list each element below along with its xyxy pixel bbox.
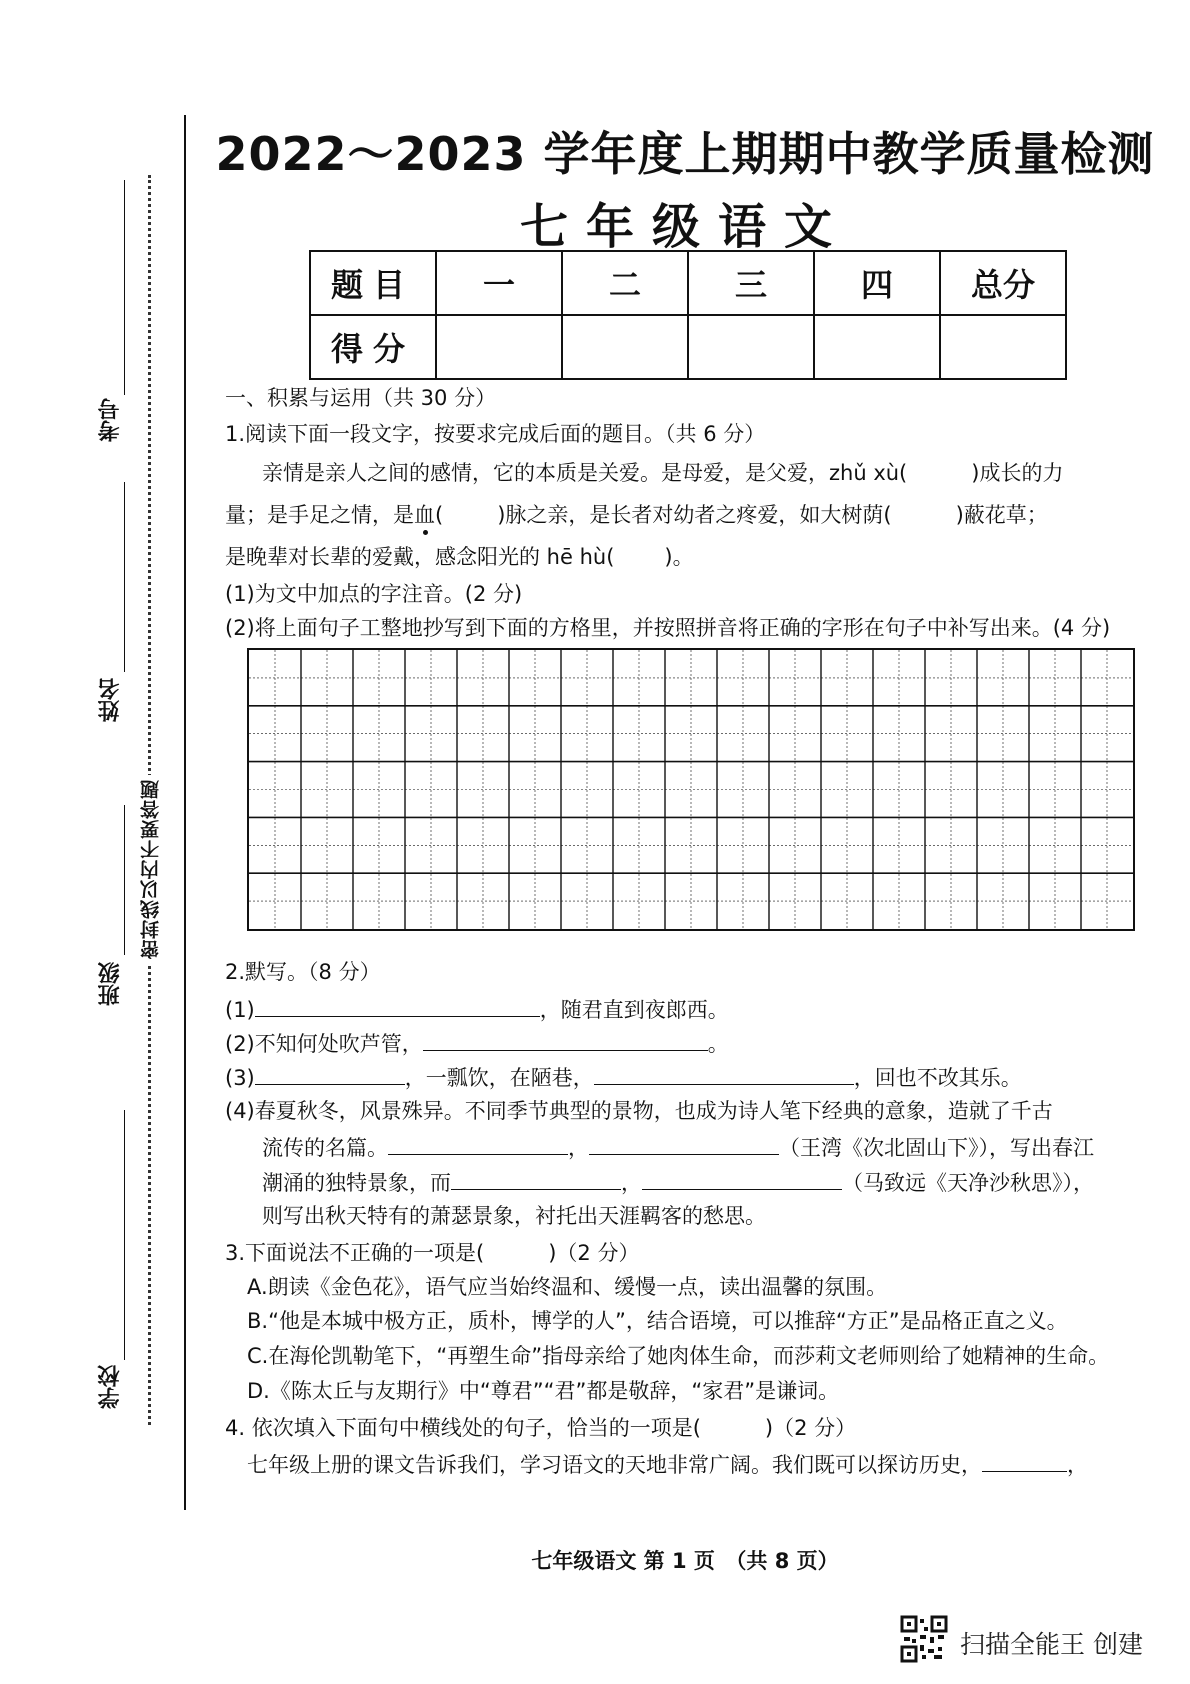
score-header-cell: 二: [562, 251, 688, 315]
page-title: 2022～2023 学年度上期期中教学质量检测: [215, 127, 1155, 181]
passage-line-2: 量；是手足之情，是血( )脉之亲，是长者对幼者之疼爱，如大树荫( )蔽花草；: [225, 500, 1048, 529]
exam-no-blank[interactable]: [124, 180, 125, 395]
pinyin-answer-blank[interactable]: [907, 458, 971, 480]
question-3-stem: 3.下面说法不正确的一项是( )（2 分）: [225, 1238, 639, 1267]
score-input-cell[interactable]: [436, 315, 562, 379]
dictation-blank[interactable]: [594, 1062, 854, 1085]
dictation-blank[interactable]: [255, 1062, 405, 1085]
score-header-cell: 总分: [940, 251, 1066, 315]
question-4-stem: 4. 依次填入下面句中横线处的句子，恰当的一项是( )（2 分）: [225, 1413, 856, 1442]
name-label: 姓名: [98, 678, 123, 722]
dictation-blank[interactable]: [642, 1167, 842, 1190]
score-input-cell[interactable]: [814, 315, 940, 379]
option-a: A.朗读《金色花》，语气应当始终温和、缓慢一点，读出温馨的氛围。: [247, 1275, 888, 1299]
score-header-cell: 四: [814, 251, 940, 315]
name-blank[interactable]: [124, 482, 125, 672]
fill-blank[interactable]: [982, 1449, 1067, 1472]
school-label: 学校: [98, 1365, 123, 1409]
school-blank[interactable]: [124, 1110, 125, 1360]
question-4-text: 七年级上册的课文告诉我们，学习语文的天地非常广阔。我们既可以探访历史， ，: [247, 1449, 1088, 1479]
score-header-cell: 一: [436, 251, 562, 315]
question-2-stem: 2.默写。（8 分）: [225, 960, 381, 984]
score-input-cell[interactable]: [940, 315, 1066, 379]
dictation-blank[interactable]: [451, 1167, 621, 1190]
dictation-blank[interactable]: [255, 994, 540, 1017]
option-c: C.在海伦凯勒笔下，“再塑生命”指母亲给了她肉体生命，而莎莉文老师则给了她精神的生命。: [247, 1344, 1110, 1368]
choice-answer-blank[interactable]: [484, 1238, 548, 1260]
scanner-watermark: 扫描全能王 创建: [960, 1630, 1143, 1659]
question-1-stem: 1.阅读下面一段文字，按要求完成后面的题目。（共 6 分）: [225, 422, 766, 446]
exam-no-label: 考号: [98, 398, 123, 442]
passage-line-3: 是晚辈对长辈的爱戴，感念阳光的 hē hù( )。: [225, 542, 694, 571]
phonetic-answer-blank[interactable]: [892, 500, 956, 522]
dictation-blank[interactable]: [589, 1132, 779, 1155]
dictation-line-2: (2)不知何处吹芦管， 。: [225, 1028, 729, 1058]
score-table-score-row: [310, 315, 1066, 379]
score-input-cell[interactable]: [688, 315, 814, 379]
class-blank[interactable]: [124, 805, 125, 955]
dictation-blank[interactable]: [388, 1132, 568, 1155]
dictation-line-4: (4)春夏秋冬，风景殊异。不同季节典型的景物，也成为诗人笔下经典的意象，造就了千古: [225, 1099, 1053, 1123]
class-label: 班级: [98, 962, 123, 1006]
seal-notice: 密封线以内不要答题: [137, 775, 164, 963]
option-d: D.《陈太丘与友期行》中“尊君”“君”都是敬辞，“家君”是谦词。: [247, 1379, 840, 1403]
score-table: [309, 250, 1067, 380]
question-1-sub-2: (2)将上面句子工整地抄写到下面的方格里，并按照拼音将正确的字形在句子中补写出来。(4 分): [225, 616, 1111, 640]
dictation-line-4b: 流传的名篇。 ， （王湾《次北固山下》），写出春江: [262, 1132, 1094, 1162]
dictation-line-4d: 则写出秋天特有的萧瑟景象，衬托出天涯羁客的愁思。: [262, 1204, 766, 1228]
dictation-line-1: (1) ，随君直到夜郎西。: [225, 994, 729, 1024]
qr-code-icon: [900, 1615, 948, 1663]
binding-line: [184, 115, 186, 1510]
dictation-line-3: (3) ，一瓢饮，在陋巷， ，回也不改其乐。: [225, 1062, 1022, 1092]
score-header-cell: 三: [688, 251, 814, 315]
writing-grid[interactable]: [247, 648, 1135, 931]
score-header-cell: 题目: [310, 251, 436, 315]
passage-line-1: 亲情是亲人之间的感情，它的本质是关爱。是母爱，是父爱，zhǔ xù( )成长的力: [262, 458, 1063, 487]
dotted-char: 血: [414, 503, 435, 527]
score-table-header-row: [310, 251, 1066, 315]
page-footer: 七年级语文 第 1 页 （共 8 页）: [531, 1549, 839, 1573]
option-b: B.“他是本城中极方正，质朴，博学的人”，结合语境，可以推辞“方正”是品格正直之义。: [247, 1309, 1068, 1333]
pinyin-answer-blank[interactable]: [614, 542, 664, 564]
score-input-cell[interactable]: [562, 315, 688, 379]
score-row-label: 得分: [310, 315, 436, 379]
phonetic-answer-blank[interactable]: [443, 500, 497, 522]
dictation-blank[interactable]: [423, 1028, 708, 1051]
choice-answer-blank[interactable]: [701, 1413, 765, 1435]
writing-grid-lines: [249, 650, 1133, 929]
dictation-line-4c: 潮涌的独特景象，而 ， （马致远《天净沙秋思》），: [262, 1167, 1094, 1197]
page-subtitle: 七年级语文: [519, 199, 850, 255]
section-heading: 一、积累与运用（共 30 分）: [225, 386, 497, 410]
question-1-sub-1: (1)为文中加点的字注音。(2 分): [225, 582, 523, 606]
